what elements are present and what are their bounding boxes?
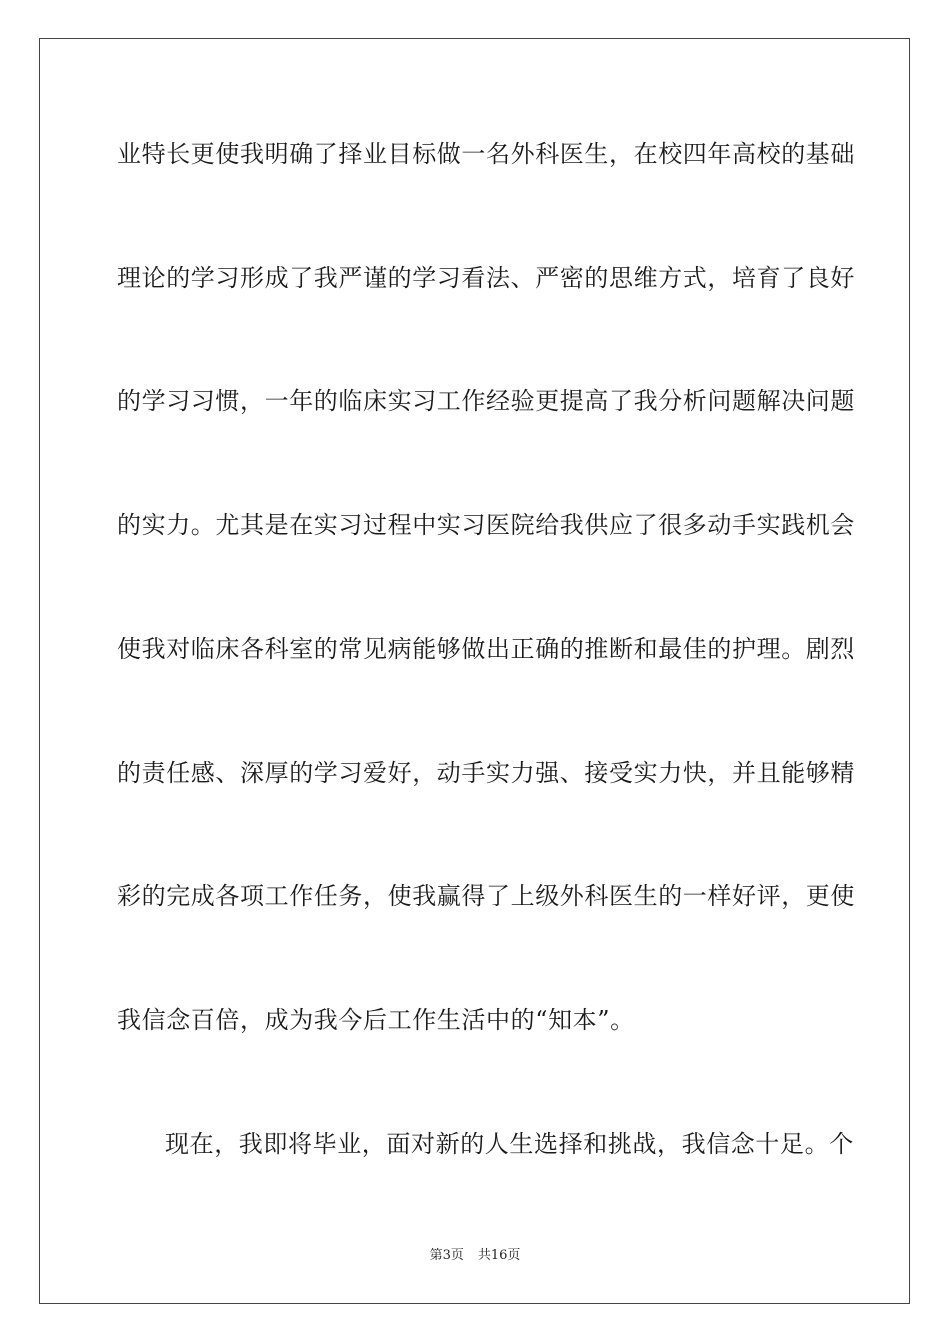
body-text-line-4: 的实力。尤其是在实习过程中实习医院给我供应了很多动手实践机会 <box>117 511 855 539</box>
paragraph-start-line: 现在，我即将毕业，面对新的人生选择和挑战，我信念十足。个 <box>165 1130 854 1158</box>
body-text-line-6: 的责任感、深厚的学习爱好，动手实力强、接受实力快，并且能够精 <box>117 759 855 787</box>
page-border <box>39 38 910 1304</box>
page-total: 共16页 <box>477 1248 521 1263</box>
body-text-line-1: 业特长更使我明确了择业目标做一名外科医生，在校四年高校的基础 <box>117 140 855 168</box>
body-text-line-7: 彩的完成各项工作任务，使我赢得了上级外科医生的一样好评，更使 <box>117 882 855 910</box>
page-footer <box>0 1247 950 1265</box>
page-number: 第3页 <box>429 1248 464 1263</box>
body-text-line-2: 理论的学习形成了我严谨的学习看法、严密的思维方式，培育了良好 <box>117 264 855 292</box>
body-text-line-8: 我信念百倍，成为我今后工作生活中的“知本”。 <box>117 1006 635 1034</box>
body-text-line-5: 使我对临床各科室的常见病能够做出正确的推断和最佳的护理。剧烈 <box>117 635 855 663</box>
body-text-line-3: 的学习习惯，一年的临床实习工作经验更提高了我分析问题解决问题 <box>117 387 855 415</box>
